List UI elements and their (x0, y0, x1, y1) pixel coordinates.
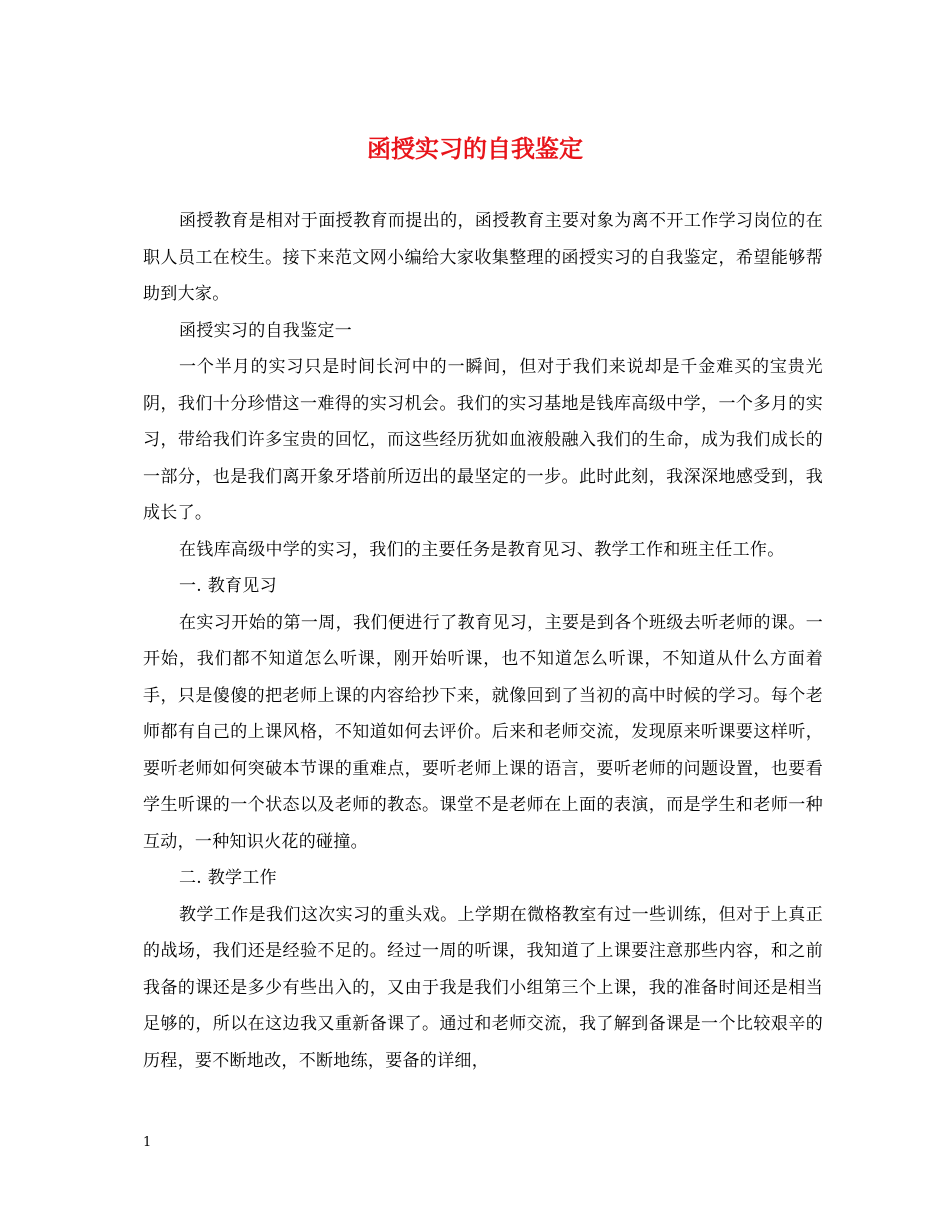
subsection-heading: 一. 教育见习 (179, 576, 277, 596)
body-paragraph: 在钱库高级中学的实习，我们的主要任务是教育见习、教学工作和班主任工作。 (179, 539, 785, 560)
intro-paragraph: 函授教育是相对于面授教育而提出的，函授教育主要对象为离不开工作学习岗位的在职人员工在校生。接下来范文网小编给大家收集整理的函授实习的自我鉴定，希望能够帮助到大家。 (143, 211, 823, 304)
body-paragraph: 在实习开始的第一周，我们便进行了教育见习，主要是到各个班级去听老师的课。一开始，我们都不知道怎么听课，刚开始听课，也不知道怎么听课，不知道从什么方面着手，只是傻傻的把老师上课的内容给抄下来，就像回到了当初的高中时候的学习。每个老师都有自己的上课风格，不知道如何去评价。后来和老师交流，发现原来听课要这样听，要听老师如何突破本节课的重难点，要听老师上课的语言，要听老师的问题设置，也要看学生听课的一个状态以及老师的教态。课堂不是老师在上面的表演，而是学生和老师一种互动，一种知识火花的碰撞。 (143, 612, 823, 852)
body-paragraph: 一个半月的实习只是时间长河中的一瞬间，但对于我们来说却是千金难买的宝贵光阴，我们十分珍惜这一难得的实习机会。我们的实习基地是钱库高级中学，一个多月的实习，带给我们许多宝贵的回忆，而这些经历犹如血液般融入我们的生命，成为我们成长的一部分，也是我们离开象牙塔前所迈出的最坚定的一步。此时此刻，我深深地感受到，我成长了。 (143, 357, 823, 523)
page-number: 1 (143, 1135, 152, 1150)
document-title: 函授实习的自我鉴定 (367, 134, 583, 163)
subsection-heading: 二. 教学工作 (179, 868, 277, 888)
body-paragraph: 教学工作是我们这次实习的重头戏。上学期在微格教室有过一些训练，但对于上真正的战场，我们还是经验不足的。经过一周的听课，我知道了上课要注意那些内容，和之前我备的课还是多少有些出入的，又由于我是我们小组第三个上课，我的准备时间还是相当足够的，所以在这边我又重新备课了。通过和老师交流，我了解到备课是一个比较艰辛的历程，要不断地改，不断地练，要备的详细， (143, 904, 823, 1071)
document-body (143, 203, 823, 1079)
section-heading: 函授实习的自我鉴定一 (179, 320, 352, 341)
